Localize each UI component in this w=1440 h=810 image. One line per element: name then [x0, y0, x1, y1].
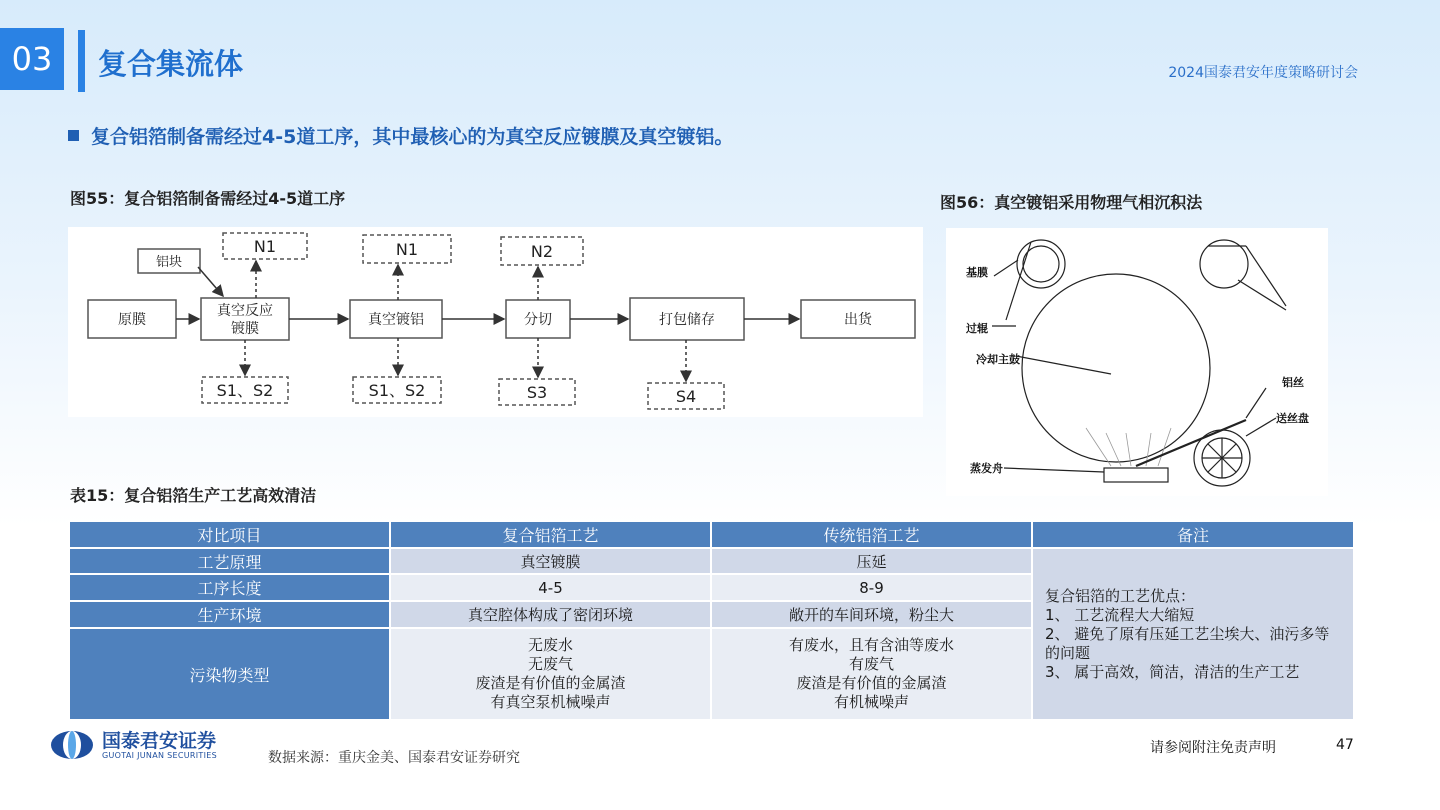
note-line: 1、 工艺流程大大缩短	[1045, 605, 1195, 624]
cell-composite: 无废水 无废气 废渣是有价值的金属渣 有真空泵机械噪声	[390, 628, 711, 720]
cell-traditional: 压延	[711, 548, 1032, 574]
wire-pointer	[1246, 388, 1266, 418]
label-s12-a: S1、S2	[216, 381, 274, 400]
cell-traditional: 8-9	[711, 574, 1032, 601]
table-header: 传统铝箔工艺	[711, 521, 1032, 548]
logo-name-en: GUOTAI JUNAN SECURITIES	[102, 750, 217, 760]
drum-pointer	[1016, 356, 1111, 374]
film-left	[1006, 242, 1031, 320]
label-drum: 冷却主鼓	[976, 353, 1020, 366]
label-base-film: 基膜	[966, 266, 988, 279]
logo-name-cn: 国泰君安证券	[102, 729, 217, 752]
event-name: 2024国泰君安年度策略研讨会	[1168, 65, 1358, 81]
boat-pointer	[1004, 468, 1104, 472]
label-vacuum-plating: 真空镀铝	[368, 312, 424, 328]
disclaimer-link[interactable]: 请参阅附注免责声明	[1150, 740, 1276, 756]
cell-traditional: 有废水，且有含油等废水 有废气 废渣是有价值的金属渣 有机械噪声	[711, 628, 1032, 720]
label-reactive-coating-2: 镀膜	[231, 321, 259, 337]
row-item: 工序长度	[69, 574, 390, 601]
label-shipping: 出货	[844, 312, 872, 328]
lead-text: 复合铝箔制备需经过4-5道工序，其中最核心的为真空反应镀膜及真空镀铝。	[91, 126, 734, 148]
label-slitting: 分切	[524, 312, 552, 328]
bullet-square-icon	[68, 130, 79, 141]
row-item: 工艺原理	[69, 548, 390, 574]
section-title: 复合集流体	[98, 47, 244, 81]
logo-icon	[50, 730, 94, 760]
fig56-title: 图56：真空镀铝采用物理气相沉积法	[940, 193, 1203, 212]
cell-note	[1032, 548, 1354, 720]
label-raw-film: 原膜	[118, 312, 146, 328]
section-number-badge: 03	[0, 28, 64, 90]
aluminum-wire	[1136, 420, 1246, 466]
page-number: 47	[1336, 737, 1354, 753]
label-n2: N2	[530, 242, 554, 261]
label-s4: S4	[675, 387, 697, 406]
company-logo	[50, 730, 217, 760]
label-s3: S3	[526, 383, 548, 402]
fig56-schematic	[946, 228, 1328, 496]
label-packing: 打包储存	[659, 312, 715, 328]
table-title: 表15：复合铝箔生产工艺高效清洁	[70, 486, 317, 505]
row-item: 生产环境	[69, 601, 390, 628]
table-header: 复合铝箔工艺	[390, 521, 711, 548]
evaporation-boat	[1104, 468, 1168, 482]
data-source: 数据来源：重庆金美、国泰君安证券研究	[268, 750, 520, 766]
label-reactive-coating-1: 真空反应	[217, 303, 273, 319]
fig55-flowchart	[68, 227, 923, 417]
label-n1-b: N1	[395, 240, 419, 259]
cell-composite: 真空腔体构成了密闭环境	[390, 601, 711, 628]
label-feeder: 送丝盘	[1276, 412, 1309, 425]
comparison-table	[68, 520, 1355, 721]
table-row	[69, 548, 1354, 574]
label-s12-b: S1、S2	[368, 381, 426, 400]
feeder-pointer	[1246, 418, 1276, 436]
cell-traditional: 敞开的车间环境，粉尘大	[711, 601, 1032, 628]
label-aluminum-block: 铝块	[155, 255, 183, 270]
right-roller	[1200, 240, 1248, 288]
label-roller: 过辊	[966, 322, 988, 335]
fig55-title: 图55：复合铝箔制备需经过4-5道工序	[70, 189, 346, 208]
label-wire: 铝丝	[1282, 376, 1304, 389]
drum-circle	[1022, 274, 1210, 462]
cell-composite: 真空镀膜	[390, 548, 711, 574]
cell-composite: 4-5	[390, 574, 711, 601]
row-item: 污染物类型	[69, 628, 390, 720]
table-header: 备注	[1032, 521, 1354, 548]
title-accent-bar	[78, 30, 85, 92]
note-line: 2、 避免了原有压延工艺尘埃大、油污多等的问题	[1045, 624, 1330, 662]
arrow-block-to-react	[198, 267, 223, 296]
note-line: 复合铝箔的工艺优点：	[1045, 586, 1196, 605]
note-line: 3、 属于高效，简洁，清洁的生产工艺	[1045, 662, 1300, 681]
base-film-pointer	[994, 260, 1018, 276]
label-boat: 蒸发舟	[970, 462, 1003, 475]
lead-bullet	[68, 122, 733, 149]
table-header: 对比项目	[69, 521, 390, 548]
label-n1-a: N1	[253, 237, 277, 256]
